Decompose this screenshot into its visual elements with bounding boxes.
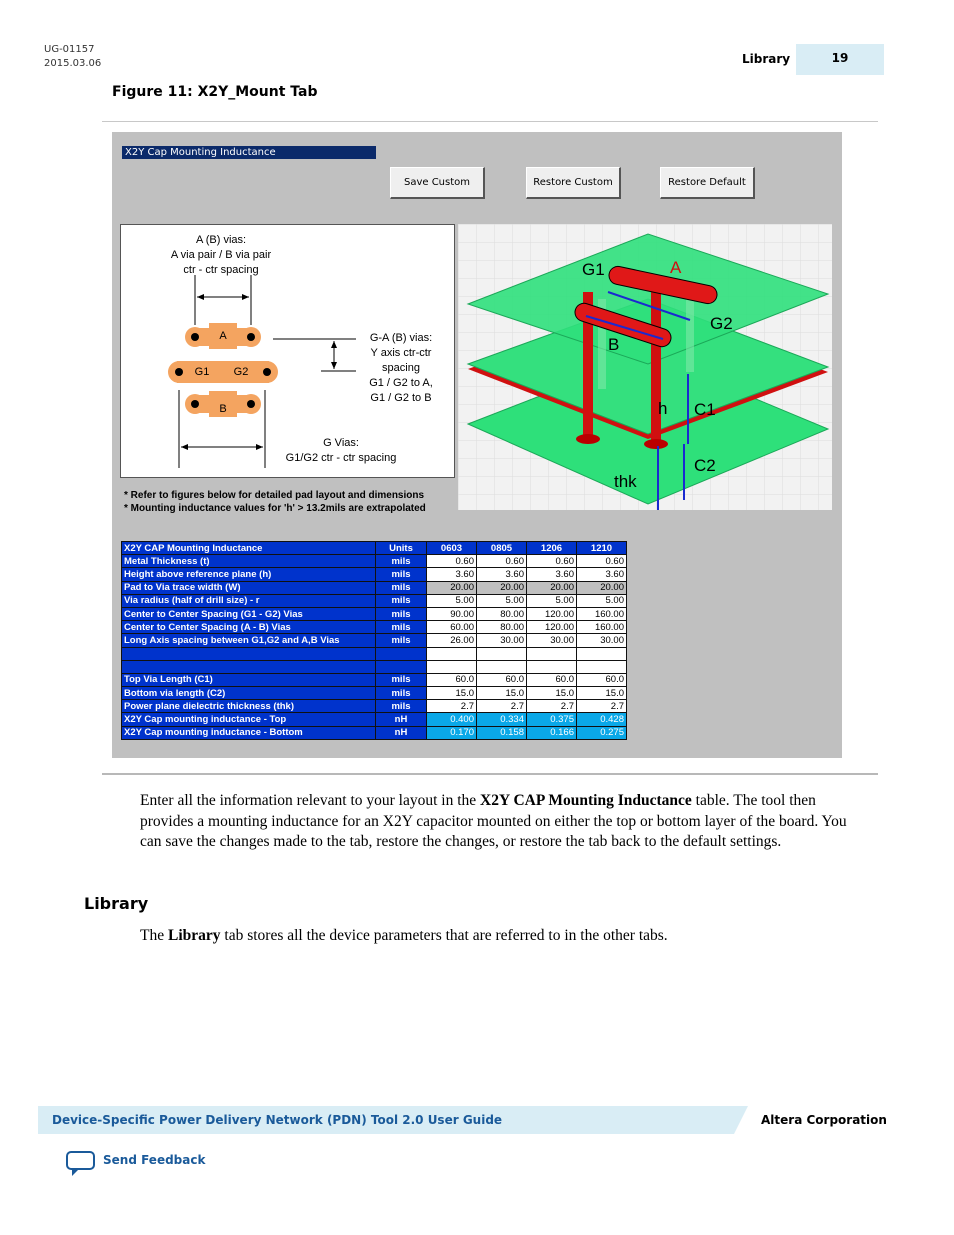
row-unit: nH [376, 713, 427, 726]
row-value[interactable]: 15.0 [427, 687, 477, 700]
row-value[interactable]: 0.428 [577, 713, 627, 726]
row-value[interactable]: 30.00 [477, 634, 527, 647]
row-value[interactable]: 0.60 [427, 555, 477, 568]
row-label: Metal Thickness (t) [122, 555, 376, 568]
row-value[interactable]: 0.158 [477, 726, 527, 739]
row-value[interactable]: 0.60 [477, 555, 527, 568]
row-unit: mils [376, 634, 427, 647]
row-value[interactable]: 0.375 [527, 713, 577, 726]
section-name: Library [742, 52, 791, 66]
render-label-h: h [658, 399, 668, 418]
row-value[interactable]: 90.00 [427, 607, 477, 620]
row-label: Top Via Length (C1) [122, 673, 376, 686]
row-label [122, 660, 376, 673]
row-unit: mils [376, 568, 427, 581]
table-row [122, 713, 627, 726]
note-1: * Refer to figures below for detailed pad layout and dimensions [124, 490, 425, 501]
restore-default-button[interactable]: Restore Default [660, 167, 755, 199]
pad-g1-label: G1 [194, 366, 210, 378]
row-unit [376, 660, 427, 673]
table-row [122, 647, 627, 660]
table-row [122, 581, 627, 594]
row-value[interactable]: 80.00 [477, 607, 527, 620]
row-value[interactable] [577, 660, 627, 673]
render-label-c1: C1 [694, 400, 716, 419]
row-value[interactable]: 160.00 [577, 607, 627, 620]
figure-notes [124, 489, 426, 515]
row-value[interactable]: 2.7 [527, 700, 577, 713]
row-label: Height above reference plane (h) [122, 568, 376, 581]
sheet-title: X2Y Cap Mounting Inductance [122, 146, 376, 159]
page-number: 19 [796, 44, 884, 75]
row-unit: mils [376, 581, 427, 594]
row-value[interactable]: 20.00 [427, 581, 477, 594]
row-label: Via radius (half of drill size) - r [122, 594, 376, 607]
render-label-g1: G1 [582, 260, 605, 279]
ga-vias-label: G-A (B) vias: Y axis ctr-ctr spacing G1 / G2 to A, G1 / G2 to B [369, 332, 433, 404]
table-header-row: X2Y CAP Mounting Inductance Units 0603 0805 1206 1210 [122, 542, 627, 555]
row-value[interactable]: 15.0 [527, 687, 577, 700]
row-unit: mils [376, 700, 427, 713]
table-row [122, 594, 627, 607]
row-value[interactable]: 0.400 [427, 713, 477, 726]
figure-title: Figure 11: X2Y_Mount Tab [112, 84, 318, 100]
footer-corp: Altera Corporation [761, 1113, 887, 1127]
render-label-a: A [670, 258, 682, 277]
row-value[interactable]: 80.00 [477, 621, 527, 634]
row-value[interactable] [427, 647, 477, 660]
row-label: X2Y Cap mounting inductance - Top [122, 713, 376, 726]
table-row [122, 726, 627, 739]
row-value[interactable]: 2.7 [577, 700, 627, 713]
row-value[interactable] [527, 647, 577, 660]
via-3d-render [458, 224, 832, 510]
row-unit: mils [376, 673, 427, 686]
row-label: Pad to Via trace width (W) [122, 581, 376, 594]
send-feedback-link[interactable]: Send Feedback [103, 1153, 206, 1167]
via-3d-svg [458, 224, 832, 510]
row-label: X2Y Cap mounting inductance - Bottom [122, 726, 376, 739]
row-unit [376, 647, 427, 660]
row-value[interactable] [477, 647, 527, 660]
table-row [122, 621, 627, 634]
row-label: Center to Center Spacing (G1 - G2) Vias [122, 607, 376, 620]
row-value[interactable]: 3.60 [427, 568, 477, 581]
table-row [122, 555, 627, 568]
doc-id: UG-01157 [44, 44, 95, 55]
row-value[interactable]: 15.0 [577, 687, 627, 700]
row-label [122, 647, 376, 660]
library-heading: Library [84, 894, 149, 913]
figure-top-rule [102, 121, 878, 122]
figure-bottom-rule [102, 773, 878, 775]
row-value[interactable]: 120.00 [527, 621, 577, 634]
table-row [122, 634, 627, 647]
row-value[interactable]: 5.00 [577, 594, 627, 607]
row-value[interactable]: 60.0 [577, 673, 627, 686]
row-value[interactable]: 0.166 [527, 726, 577, 739]
table-row [122, 687, 627, 700]
doc-date: 2015.03.06 [44, 58, 102, 69]
row-value[interactable]: 26.00 [427, 634, 477, 647]
pad-g2-label: G2 [233, 366, 249, 378]
ab-vias-label: A (B) vias: A via pair / B via pair ctr - ctr spacing [170, 234, 272, 276]
row-value[interactable]: 20.00 [477, 581, 527, 594]
row-value[interactable] [577, 647, 627, 660]
row-value[interactable]: 30.00 [577, 634, 627, 647]
g-vias-label: G Vias: G1/G2 ctr - ctr spacing [285, 437, 397, 464]
row-value[interactable]: 60.00 [427, 621, 477, 634]
row-value[interactable]: 20.00 [527, 581, 577, 594]
row-value[interactable]: 3.60 [577, 568, 627, 581]
row-value[interactable]: 2.7 [427, 700, 477, 713]
row-value[interactable] [427, 660, 477, 673]
table-row [122, 607, 627, 620]
row-value[interactable]: 5.00 [427, 594, 477, 607]
row-value[interactable] [527, 660, 577, 673]
row-label: Power plane dielectric thickness (thk) [122, 700, 376, 713]
row-value[interactable]: 3.60 [477, 568, 527, 581]
row-value[interactable]: 0.275 [577, 726, 627, 739]
render-label-g2: G2 [710, 314, 733, 333]
pad-layout-diagram [120, 224, 455, 478]
table-row [122, 660, 627, 673]
save-custom-button[interactable]: Save Custom [390, 167, 485, 199]
row-label: Center to Center Spacing (A - B) Vias [122, 621, 376, 634]
feedback-icon[interactable] [66, 1151, 96, 1177]
row-label: Bottom via length (C2) [122, 687, 376, 700]
row-value[interactable]: 60.0 [477, 673, 527, 686]
render-label-b: B [608, 335, 620, 354]
restore-custom-button[interactable]: Restore Custom [526, 167, 621, 199]
row-value[interactable]: 3.60 [527, 568, 577, 581]
row-value[interactable]: 20.00 [577, 581, 627, 594]
doc-id-block [44, 43, 101, 71]
row-value[interactable]: 15.0 [477, 687, 527, 700]
table-row [122, 568, 627, 581]
row-label: Long Axis spacing between G1,G2 and A,B Vias [122, 634, 376, 647]
row-value[interactable]: 30.00 [527, 634, 577, 647]
row-value[interactable]: 0.334 [477, 713, 527, 726]
body-paragraph-2: The Library tab stores all the device parameters that are referred to in the other tabs. [140, 927, 668, 944]
row-value[interactable]: 0.60 [527, 555, 577, 568]
render-label-thk: thk [614, 472, 637, 491]
row-value[interactable]: 2.7 [477, 700, 527, 713]
row-unit: mils [376, 607, 427, 620]
body-paragraph-1: Enter all the information relevant to your layout in the X2Y CAP Mounting Inductance table. The tool then provides a mounting inductance for an X2Y capacitor mounted on either the top or bottom layer of the board. You can save the changes made to the tab, restore the changes, or restore the tab back to the default settings. [140, 792, 847, 850]
row-unit: mils [376, 594, 427, 607]
row-value[interactable]: 160.00 [577, 621, 627, 634]
render-label-c2: C2 [694, 456, 716, 475]
row-value[interactable]: 120.00 [527, 607, 577, 620]
row-value[interactable]: 60.0 [527, 673, 577, 686]
table-row [122, 700, 627, 713]
row-unit: nH [376, 726, 427, 739]
row-value[interactable]: 5.00 [477, 594, 527, 607]
row-value[interactable]: 60.0 [427, 673, 477, 686]
row-unit: mils [376, 687, 427, 700]
pad-b-label: B [219, 403, 227, 415]
row-value[interactable]: 0.170 [427, 726, 477, 739]
table-row [122, 673, 627, 686]
row-value[interactable]: 5.00 [527, 594, 577, 607]
x2y-inductance-table [121, 541, 627, 740]
row-value[interactable] [477, 660, 527, 673]
row-unit: mils [376, 621, 427, 634]
row-value[interactable]: 0.60 [577, 555, 627, 568]
pad-a-label: A [219, 330, 227, 342]
footer-doc-title: Device-Specific Power Delivery Network (PDN) Tool 2.0 User Guide [52, 1113, 503, 1127]
note-2: * Mounting inductance values for 'h' > 13.2mils are extrapolated [124, 503, 426, 514]
row-unit: mils [376, 555, 427, 568]
